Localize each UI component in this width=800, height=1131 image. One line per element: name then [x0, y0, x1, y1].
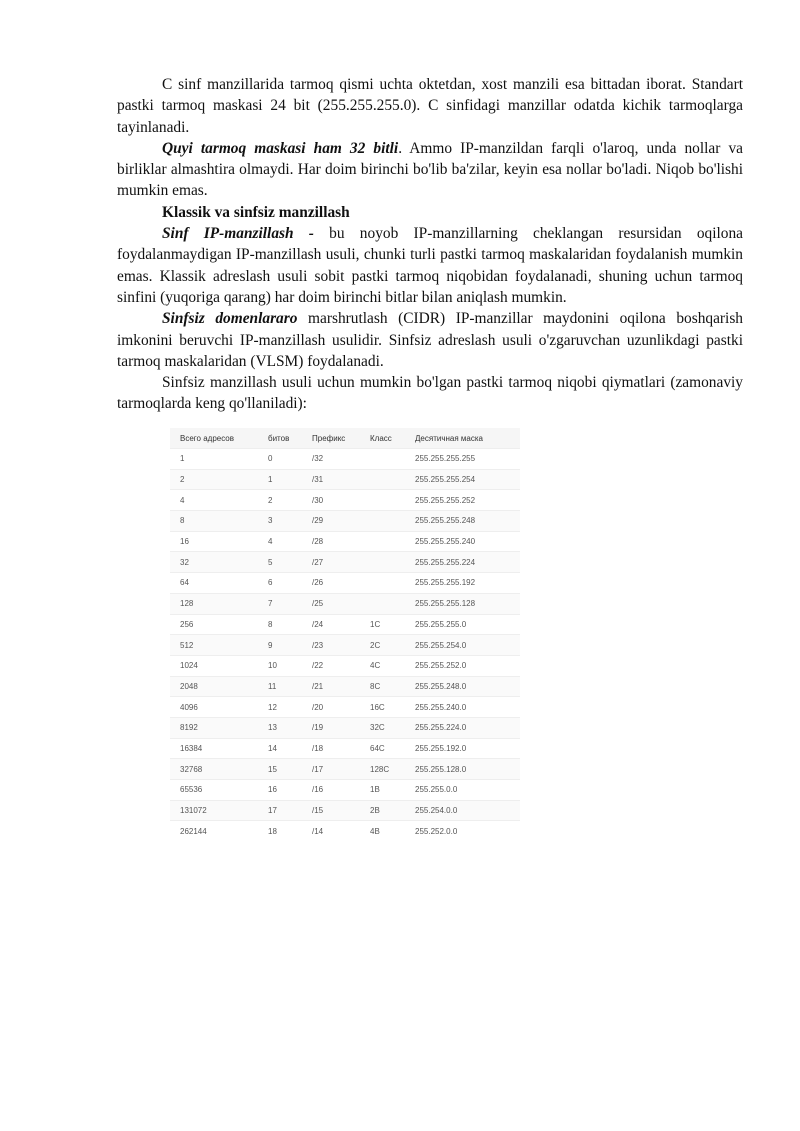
cell-prefix: /18 — [302, 738, 360, 759]
cell-bits: 12 — [258, 697, 302, 718]
table-row — [170, 655, 520, 676]
cell-prefix: /24 — [302, 614, 360, 635]
cell-total-addresses: 64 — [170, 573, 258, 594]
table-row — [170, 593, 520, 614]
cell-total-addresses: 1 — [170, 449, 258, 470]
cell-prefix: /32 — [302, 449, 360, 470]
cell-prefix: /29 — [302, 511, 360, 532]
paragraph-subnet-mask — [117, 138, 743, 202]
cell-class: 128C — [360, 759, 405, 780]
cell-total-addresses: 32 — [170, 552, 258, 573]
cell-bits: 18 — [258, 821, 302, 841]
term-cidr: Sinfsiz domenlararo — [162, 310, 298, 328]
table-row — [170, 449, 520, 470]
cell-class: 8C — [360, 676, 405, 697]
cell-total-addresses: 16384 — [170, 738, 258, 759]
cell-bits: 17 — [258, 800, 302, 821]
cell-total-addresses: 16 — [170, 531, 258, 552]
cell-class — [360, 490, 405, 511]
cell-decimal-mask: 255.255.255.255 — [405, 449, 520, 470]
header-total-addresses: Всего адресов — [170, 428, 258, 449]
cell-decimal-mask: 255.255.255.252 — [405, 490, 520, 511]
cell-total-addresses: 4 — [170, 490, 258, 511]
cell-class: 4B — [360, 821, 405, 841]
document-body — [117, 74, 743, 415]
cell-prefix: /17 — [302, 759, 360, 780]
table-row — [170, 614, 520, 635]
cell-decimal-mask: 255.255.255.192 — [405, 573, 520, 594]
cell-class — [360, 552, 405, 573]
cell-bits: 11 — [258, 676, 302, 697]
cell-class — [360, 593, 405, 614]
cell-decimal-mask: 255.255.248.0 — [405, 676, 520, 697]
cell-decimal-mask: 255.255.128.0 — [405, 759, 520, 780]
table-row — [170, 717, 520, 738]
cell-class: 2C — [360, 635, 405, 656]
paragraph-cidr — [117, 308, 743, 372]
cell-total-addresses: 256 — [170, 614, 258, 635]
subnet-mask-table — [170, 428, 520, 841]
table-row — [170, 469, 520, 490]
cell-total-addresses: 1024 — [170, 655, 258, 676]
cell-decimal-mask: 255.255.224.0 — [405, 717, 520, 738]
cell-total-addresses: 65536 — [170, 780, 258, 801]
cell-total-addresses: 8192 — [170, 717, 258, 738]
cell-decimal-mask: 255.255.0.0 — [405, 780, 520, 801]
cell-prefix: /22 — [302, 655, 360, 676]
table-row — [170, 531, 520, 552]
paragraph-c-class: C sinf manzillarida tarmoq qismi uchta oktetdan, xost manzili esa bittadan iborat. Standart pastki tarmoq maskasi 24 bit (255.255.255.0). C sinfidagi manzillar odatda kichik tarmoqlarga tayinlanadi. — [117, 76, 743, 136]
cell-decimal-mask: 255.255.255.224 — [405, 552, 520, 573]
cell-prefix: /30 — [302, 490, 360, 511]
header-bits: битов — [258, 428, 302, 449]
cell-prefix: /28 — [302, 531, 360, 552]
table-row — [170, 635, 520, 656]
cell-decimal-mask: 255.255.255.254 — [405, 469, 520, 490]
paragraph-classful — [117, 223, 743, 308]
cell-prefix: /14 — [302, 821, 360, 841]
cell-prefix: /25 — [302, 593, 360, 614]
table-row — [170, 511, 520, 532]
section-heading: Klassik va sinfsiz manzillash — [162, 203, 350, 221]
cell-bits: 0 — [258, 449, 302, 470]
cell-bits: 14 — [258, 738, 302, 759]
paragraph-classful-text: bu noyob IP-manzillarning cheklangan resursidan oqilona foydalanmaydigan IP-manzillash usuli, chunki turli pastki tarmoq maskalaridan foydalanish mumkin emas. Klassik adreslash usuli sobit pastki tarmoq niqobidan foydalanadi, shuning uchun tarmoq sinfini (yuqoriga qarang) har doim birinchi bitlar bilan aniqlash mumkin. — [117, 225, 744, 306]
cell-decimal-mask: 255.255.255.128 — [405, 593, 520, 614]
cell-prefix: /31 — [302, 469, 360, 490]
table-row — [170, 780, 520, 801]
cell-total-addresses: 512 — [170, 635, 258, 656]
cell-class: 4C — [360, 655, 405, 676]
cell-class: 64C — [360, 738, 405, 759]
cell-decimal-mask: 255.255.254.0 — [405, 635, 520, 656]
cell-bits: 5 — [258, 552, 302, 573]
cell-class: 1B — [360, 780, 405, 801]
cell-decimal-mask: 255.255.240.0 — [405, 697, 520, 718]
cell-bits: 1 — [258, 469, 302, 490]
cell-bits: 16 — [258, 780, 302, 801]
cell-bits: 9 — [258, 635, 302, 656]
cell-decimal-mask: 255.255.192.0 — [405, 738, 520, 759]
cell-bits: 10 — [258, 655, 302, 676]
cell-bits: 6 — [258, 573, 302, 594]
cell-class: 1C — [360, 614, 405, 635]
cell-class — [360, 449, 405, 470]
cell-total-addresses: 32768 — [170, 759, 258, 780]
cell-class: 2B — [360, 800, 405, 821]
cell-total-addresses: 4096 — [170, 697, 258, 718]
cell-decimal-mask: 255.255.252.0 — [405, 655, 520, 676]
cell-total-addresses: 262144 — [170, 821, 258, 841]
cell-prefix: /27 — [302, 552, 360, 573]
cell-class — [360, 531, 405, 552]
cell-class — [360, 469, 405, 490]
table-row — [170, 821, 520, 841]
cell-bits: 8 — [258, 614, 302, 635]
cell-bits: 3 — [258, 511, 302, 532]
cell-prefix: /26 — [302, 573, 360, 594]
cell-total-addresses: 128 — [170, 593, 258, 614]
table-row — [170, 573, 520, 594]
cell-prefix: /21 — [302, 676, 360, 697]
cell-class — [360, 573, 405, 594]
cell-bits: 15 — [258, 759, 302, 780]
cell-prefix: /16 — [302, 780, 360, 801]
cell-total-addresses: 2 — [170, 469, 258, 490]
table-row — [170, 738, 520, 759]
cell-decimal-mask: 255.254.0.0 — [405, 800, 520, 821]
cell-total-addresses: 8 — [170, 511, 258, 532]
cell-total-addresses: 2048 — [170, 676, 258, 697]
cell-bits: 7 — [258, 593, 302, 614]
term-subnet-mask: Quyi tarmoq maskasi ham 32 bitli — [162, 139, 399, 157]
table-header-row — [170, 428, 520, 449]
cell-decimal-mask: 255.252.0.0 — [405, 821, 520, 841]
cell-prefix: /15 — [302, 800, 360, 821]
paragraph-mask-values: Sinfsiz manzillash usuli uchun mumkin bo'lgan pastki tarmoq niqobi qiymatlari (zamonaviy tarmoqlarda keng qo'llaniladi): — [117, 374, 743, 413]
paragraph-subnet-mask-text: . Ammo IP-manzildan farqli o'laroq, unda nollar va birliklar almashtira olmaydi. Har doim birinchi bo'lib ba'zilar, keyin esa nollar bo'ladi. Niqob bo'lishi mumkin emas. — [117, 139, 743, 200]
paragraph-cidr-text: marshrutlash (CIDR) IP-manzillar maydonini oqilona boshqarish imkonini beruvchi IP-manzillash usulidir. Sinfsiz adreslash usuli o'zgaruvchan uzunlikdagi pastki tarmoq maskalaridan (VLSM) foydalanadi. — [117, 310, 744, 370]
cell-decimal-mask: 255.255.255.248 — [405, 511, 520, 532]
cell-bits: 13 — [258, 717, 302, 738]
cell-class: 16C — [360, 697, 405, 718]
table-row — [170, 490, 520, 511]
cell-bits: 2 — [258, 490, 302, 511]
table-row — [170, 759, 520, 780]
cell-prefix: /20 — [302, 697, 360, 718]
table-row — [170, 697, 520, 718]
table-row — [170, 552, 520, 573]
cell-prefix: /23 — [302, 635, 360, 656]
cell-prefix: /19 — [302, 717, 360, 738]
header-prefix: Префикс — [302, 428, 360, 449]
table-row — [170, 800, 520, 821]
table-body — [170, 449, 520, 842]
cell-class: 32C — [360, 717, 405, 738]
cell-bits: 4 — [258, 531, 302, 552]
table-row — [170, 676, 520, 697]
subnet-table-image — [170, 428, 520, 841]
cell-decimal-mask: 255.255.255.0 — [405, 614, 520, 635]
cell-total-addresses: 131072 — [170, 800, 258, 821]
header-decimal-mask: Десятичная маска — [405, 428, 520, 449]
cell-class — [360, 511, 405, 532]
cell-decimal-mask: 255.255.255.240 — [405, 531, 520, 552]
header-class: Класс — [360, 428, 405, 449]
term-classful: Sinf IP-manzillash - — [162, 225, 314, 243]
